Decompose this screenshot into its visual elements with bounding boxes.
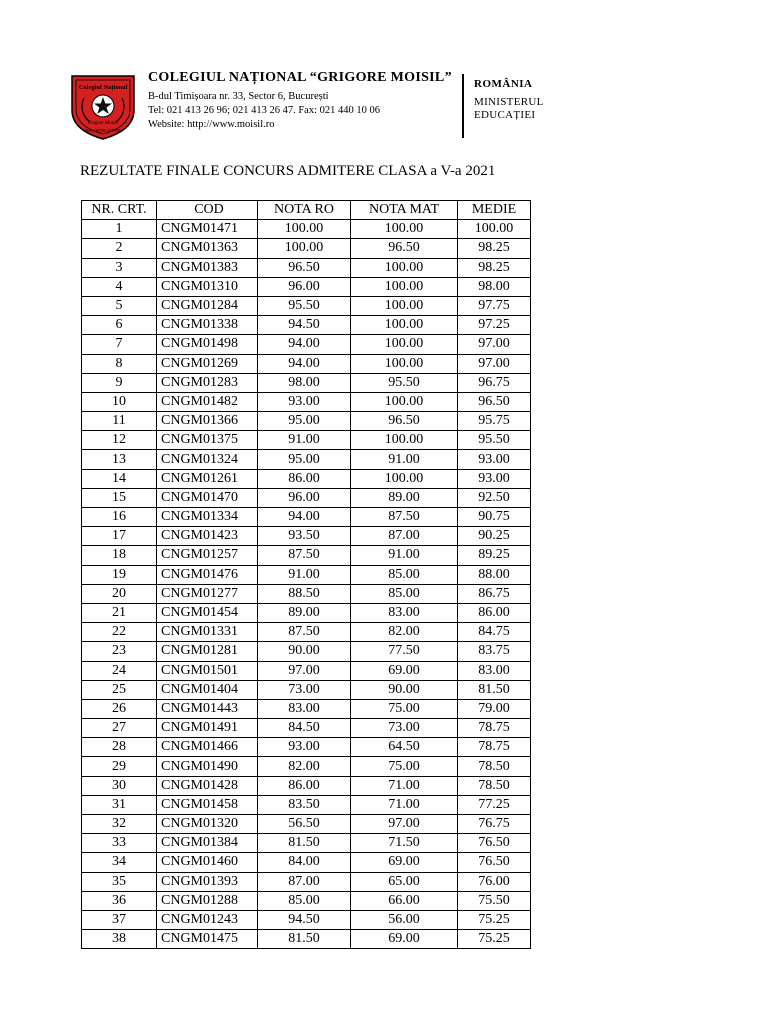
cell-nr: 23 [82, 642, 157, 661]
school-info [148, 70, 452, 132]
cell-nota-mat: 100.00 [351, 354, 458, 373]
table-row [82, 412, 531, 431]
school-name: COLEGIUL NAȚIONAL “GRIGORE MOISIL” [148, 70, 452, 85]
cell-medie: 96.75 [458, 373, 531, 392]
table-row [82, 220, 531, 239]
table-row [82, 239, 531, 258]
ministry-line-2: EDUCAȚIEI [474, 109, 536, 121]
cell-nota-mat: 91.00 [351, 450, 458, 469]
cell-nota-mat: 71.50 [351, 834, 458, 853]
table-row [82, 661, 531, 680]
table-row [82, 431, 531, 450]
cell-nota-ro: 86.00 [258, 469, 351, 488]
cell-nr: 25 [82, 680, 157, 699]
cell-nota-mat: 96.50 [351, 412, 458, 431]
cell-nota-mat: 100.00 [351, 258, 458, 277]
cell-nota-ro: 93.00 [258, 738, 351, 757]
cell-nota-ro: 98.00 [258, 373, 351, 392]
cell-cod: CNGM01261 [157, 469, 258, 488]
cell-nota-ro: 88.50 [258, 584, 351, 603]
cell-medie: 89.25 [458, 546, 531, 565]
cell-medie: 98.25 [458, 258, 531, 277]
cell-medie: 95.50 [458, 431, 531, 450]
cell-medie: 78.50 [458, 776, 531, 795]
cell-nota-mat: 85.00 [351, 584, 458, 603]
cell-medie: 96.50 [458, 392, 531, 411]
cell-nr: 14 [82, 469, 157, 488]
table-row [82, 527, 531, 546]
cell-cod: CNGM01471 [157, 220, 258, 239]
cell-medie: 83.75 [458, 642, 531, 661]
cell-medie: 75.25 [458, 930, 531, 949]
cell-nota-ro: 56.50 [258, 815, 351, 834]
cell-medie: 78.50 [458, 757, 531, 776]
cell-nota-ro: 87.00 [258, 872, 351, 891]
cell-nota-mat: 91.00 [351, 546, 458, 565]
cell-nr: 28 [82, 738, 157, 757]
cell-medie: 86.75 [458, 584, 531, 603]
cell-nota-mat: 77.50 [351, 642, 458, 661]
logo-bottom-text: ORE SAPERE AUDERE [84, 129, 122, 133]
table-row [82, 277, 531, 296]
cell-cod: CNGM01366 [157, 412, 258, 431]
table-row [82, 258, 531, 277]
school-address: B-dul Timișoara nr. 33, Sector 6, București [148, 91, 329, 102]
country-name: ROMÂNIA [474, 78, 533, 90]
cell-cod: CNGM01428 [157, 776, 258, 795]
cell-nr: 9 [82, 373, 157, 392]
cell-cod: CNGM01466 [157, 738, 258, 757]
cell-nr: 17 [82, 527, 157, 546]
cell-nota-mat: 56.00 [351, 910, 458, 929]
table-row [82, 719, 531, 738]
cell-nota-mat: 90.00 [351, 680, 458, 699]
cell-nota-mat: 66.00 [351, 891, 458, 910]
cell-nota-mat: 100.00 [351, 431, 458, 450]
column-header-nota-mat: NOTA MAT [351, 201, 458, 220]
cell-nota-ro: 83.50 [258, 795, 351, 814]
cell-medie: 97.75 [458, 296, 531, 315]
cell-cod: CNGM01284 [157, 296, 258, 315]
results-table [81, 200, 531, 949]
cell-nota-mat: 100.00 [351, 335, 458, 354]
cell-cod: CNGM01383 [157, 258, 258, 277]
cell-nota-ro: 96.00 [258, 488, 351, 507]
cell-medie: 79.00 [458, 699, 531, 718]
cell-nota-ro: 96.50 [258, 258, 351, 277]
cell-nr: 34 [82, 853, 157, 872]
logo-top-text: Colegiul Național [78, 84, 128, 91]
cell-nr: 35 [82, 872, 157, 891]
cell-cod: CNGM01476 [157, 565, 258, 584]
column-header-nota-ro: NOTA RO [258, 201, 351, 220]
cell-nota-mat: 100.00 [351, 220, 458, 239]
cell-medie: 92.50 [458, 488, 531, 507]
cell-nota-ro: 89.00 [258, 603, 351, 622]
table-row [82, 910, 531, 929]
cell-medie: 93.00 [458, 469, 531, 488]
cell-cod: CNGM01384 [157, 834, 258, 853]
table-row [82, 891, 531, 910]
table-row [82, 776, 531, 795]
cell-medie: 98.00 [458, 277, 531, 296]
cell-cod: CNGM01324 [157, 450, 258, 469]
cell-cod: CNGM01490 [157, 757, 258, 776]
cell-nota-mat: 75.00 [351, 757, 458, 776]
cell-nr: 13 [82, 450, 157, 469]
cell-medie: 78.75 [458, 719, 531, 738]
cell-cod: CNGM01458 [157, 795, 258, 814]
cell-cod: CNGM01257 [157, 546, 258, 565]
cell-medie: 100.00 [458, 220, 531, 239]
table-row [82, 757, 531, 776]
cell-nr: 6 [82, 316, 157, 335]
cell-nota-ro: 87.50 [258, 546, 351, 565]
school-website: Website: http://www.moisil.ro [148, 119, 275, 130]
cell-nr: 32 [82, 815, 157, 834]
table-body [82, 220, 531, 949]
column-header-nr: NR. CRT. [82, 201, 157, 220]
cell-medie: 98.25 [458, 239, 531, 258]
cell-medie: 76.75 [458, 815, 531, 834]
cell-cod: CNGM01243 [157, 910, 258, 929]
cell-nota-mat: 75.00 [351, 699, 458, 718]
table-row [82, 508, 531, 527]
cell-nota-mat: 83.00 [351, 603, 458, 622]
table-row [82, 565, 531, 584]
cell-nota-mat: 100.00 [351, 392, 458, 411]
cell-nr: 4 [82, 277, 157, 296]
ministry-line-1: MINISTERUL [474, 96, 544, 108]
cell-medie: 78.75 [458, 738, 531, 757]
table-row [82, 642, 531, 661]
cell-nota-ro: 81.50 [258, 834, 351, 853]
cell-nota-mat: 69.00 [351, 853, 458, 872]
cell-nr: 1 [82, 220, 157, 239]
cell-nr: 22 [82, 623, 157, 642]
cell-nr: 26 [82, 699, 157, 718]
cell-nr: 37 [82, 910, 157, 929]
school-crest-icon [68, 72, 138, 140]
cell-cod: CNGM01281 [157, 642, 258, 661]
ministry-info [474, 78, 544, 122]
cell-medie: 97.25 [458, 316, 531, 335]
table-row [82, 488, 531, 507]
cell-nota-mat: 69.00 [351, 930, 458, 949]
table-row [82, 296, 531, 315]
cell-medie: 88.00 [458, 565, 531, 584]
cell-cod: CNGM01423 [157, 527, 258, 546]
cell-cod: CNGM01454 [157, 603, 258, 622]
cell-cod: CNGM01331 [157, 623, 258, 642]
table-row [82, 373, 531, 392]
cell-nota-mat: 89.00 [351, 488, 458, 507]
cell-medie: 95.75 [458, 412, 531, 431]
cell-nota-ro: 87.50 [258, 623, 351, 642]
table-row [82, 680, 531, 699]
cell-cod: CNGM01288 [157, 891, 258, 910]
cell-nota-mat: 69.00 [351, 661, 458, 680]
cell-nota-ro: 86.00 [258, 776, 351, 795]
table-row [82, 603, 531, 622]
cell-medie: 97.00 [458, 335, 531, 354]
cell-nota-ro: 94.50 [258, 910, 351, 929]
table-row [82, 738, 531, 757]
table-row [82, 699, 531, 718]
cell-nota-mat: 100.00 [351, 296, 458, 315]
cell-nr: 16 [82, 508, 157, 527]
column-header-cod: COD [157, 201, 258, 220]
cell-medie: 76.00 [458, 872, 531, 891]
cell-nota-ro: 95.00 [258, 450, 351, 469]
cell-cod: CNGM01310 [157, 277, 258, 296]
cell-nota-mat: 73.00 [351, 719, 458, 738]
cell-nota-ro: 94.00 [258, 335, 351, 354]
table-row [82, 853, 531, 872]
document-header [68, 70, 708, 140]
cell-nr: 18 [82, 546, 157, 565]
cell-nota-ro: 83.00 [258, 699, 351, 718]
table-row [82, 872, 531, 891]
cell-nota-mat: 100.00 [351, 469, 458, 488]
cell-cod: CNGM01460 [157, 853, 258, 872]
cell-cod: CNGM01475 [157, 930, 258, 949]
school-phone: Tel: 021 413 26 96; 021 413 26 47. Fax: 021 440 10 06 [148, 105, 381, 116]
cell-nota-mat: 87.00 [351, 527, 458, 546]
cell-nota-mat: 82.00 [351, 623, 458, 642]
cell-cod: CNGM01482 [157, 392, 258, 411]
cell-medie: 75.50 [458, 891, 531, 910]
cell-medie: 90.25 [458, 527, 531, 546]
table-row [82, 795, 531, 814]
cell-nota-ro: 95.00 [258, 412, 351, 431]
cell-nr: 38 [82, 930, 157, 949]
cell-nota-ro: 84.00 [258, 853, 351, 872]
cell-nota-mat: 85.00 [351, 565, 458, 584]
cell-nr: 11 [82, 412, 157, 431]
cell-nota-ro: 100.00 [258, 220, 351, 239]
cell-nr: 20 [82, 584, 157, 603]
cell-cod: CNGM01404 [157, 680, 258, 699]
cell-cod: CNGM01363 [157, 239, 258, 258]
cell-nr: 24 [82, 661, 157, 680]
cell-cod: CNGM01277 [157, 584, 258, 603]
cell-nota-mat: 100.00 [351, 316, 458, 335]
table-row [82, 834, 531, 853]
cell-nr: 29 [82, 757, 157, 776]
cell-nr: 12 [82, 431, 157, 450]
cell-cod: CNGM01443 [157, 699, 258, 718]
cell-nr: 27 [82, 719, 157, 738]
cell-nr: 15 [82, 488, 157, 507]
logo-middle-text: Grigore Moisil [88, 121, 118, 126]
cell-nota-ro: 100.00 [258, 239, 351, 258]
cell-nota-ro: 91.00 [258, 431, 351, 450]
cell-nota-ro: 73.00 [258, 680, 351, 699]
cell-cod: CNGM01393 [157, 872, 258, 891]
cell-cod: CNGM01269 [157, 354, 258, 373]
table-row [82, 584, 531, 603]
table-row [82, 450, 531, 469]
cell-cod: CNGM01320 [157, 815, 258, 834]
cell-nota-mat: 65.00 [351, 872, 458, 891]
cell-nota-ro: 93.00 [258, 392, 351, 411]
cell-nota-mat: 71.00 [351, 776, 458, 795]
table-row [82, 316, 531, 335]
cell-nota-mat: 87.50 [351, 508, 458, 527]
cell-cod: CNGM01498 [157, 335, 258, 354]
cell-medie: 84.75 [458, 623, 531, 642]
cell-nota-mat: 96.50 [351, 239, 458, 258]
cell-nota-ro: 90.00 [258, 642, 351, 661]
cell-nr: 31 [82, 795, 157, 814]
cell-medie: 83.00 [458, 661, 531, 680]
cell-nr: 8 [82, 354, 157, 373]
cell-nota-ro: 85.00 [258, 891, 351, 910]
table-row [82, 930, 531, 949]
cell-nr: 36 [82, 891, 157, 910]
cell-nota-ro: 93.50 [258, 527, 351, 546]
cell-nota-ro: 91.00 [258, 565, 351, 584]
cell-cod: CNGM01338 [157, 316, 258, 335]
cell-nr: 21 [82, 603, 157, 622]
cell-nr: 7 [82, 335, 157, 354]
cell-nota-ro: 84.50 [258, 719, 351, 738]
cell-cod: CNGM01375 [157, 431, 258, 450]
table-row [82, 392, 531, 411]
cell-nr: 19 [82, 565, 157, 584]
cell-nr: 2 [82, 239, 157, 258]
header-divider [462, 74, 464, 138]
table-row [82, 815, 531, 834]
column-header-medie: MEDIE [458, 201, 531, 220]
cell-nota-mat: 97.00 [351, 815, 458, 834]
cell-nr: 33 [82, 834, 157, 853]
cell-medie: 76.50 [458, 853, 531, 872]
table-header-row [82, 201, 531, 220]
table-row [82, 354, 531, 373]
cell-medie: 90.75 [458, 508, 531, 527]
cell-medie: 81.50 [458, 680, 531, 699]
cell-medie: 86.00 [458, 603, 531, 622]
cell-nr: 3 [82, 258, 157, 277]
cell-nr: 30 [82, 776, 157, 795]
cell-nota-ro: 82.00 [258, 757, 351, 776]
cell-cod: CNGM01334 [157, 508, 258, 527]
cell-nota-ro: 96.00 [258, 277, 351, 296]
cell-medie: 93.00 [458, 450, 531, 469]
cell-nota-ro: 94.00 [258, 354, 351, 373]
cell-nota-ro: 94.50 [258, 316, 351, 335]
table-row [82, 546, 531, 565]
cell-medie: 97.00 [458, 354, 531, 373]
cell-nota-mat: 64.50 [351, 738, 458, 757]
cell-nota-ro: 81.50 [258, 930, 351, 949]
cell-nota-ro: 97.00 [258, 661, 351, 680]
cell-cod: CNGM01470 [157, 488, 258, 507]
table-row [82, 623, 531, 642]
cell-nr: 10 [82, 392, 157, 411]
cell-nr: 5 [82, 296, 157, 315]
cell-medie: 77.25 [458, 795, 531, 814]
cell-nota-ro: 95.50 [258, 296, 351, 315]
cell-cod: CNGM01491 [157, 719, 258, 738]
document-title: REZULTATE FINALE CONCURS ADMITERE CLASA a V-a 2021 [80, 163, 496, 179]
cell-nota-mat: 71.00 [351, 795, 458, 814]
cell-cod: CNGM01283 [157, 373, 258, 392]
cell-nota-mat: 95.50 [351, 373, 458, 392]
cell-nota-mat: 100.00 [351, 277, 458, 296]
table-row [82, 469, 531, 488]
cell-medie: 76.50 [458, 834, 531, 853]
cell-cod: CNGM01501 [157, 661, 258, 680]
cell-nota-ro: 94.00 [258, 508, 351, 527]
table-row [82, 335, 531, 354]
cell-medie: 75.25 [458, 910, 531, 929]
